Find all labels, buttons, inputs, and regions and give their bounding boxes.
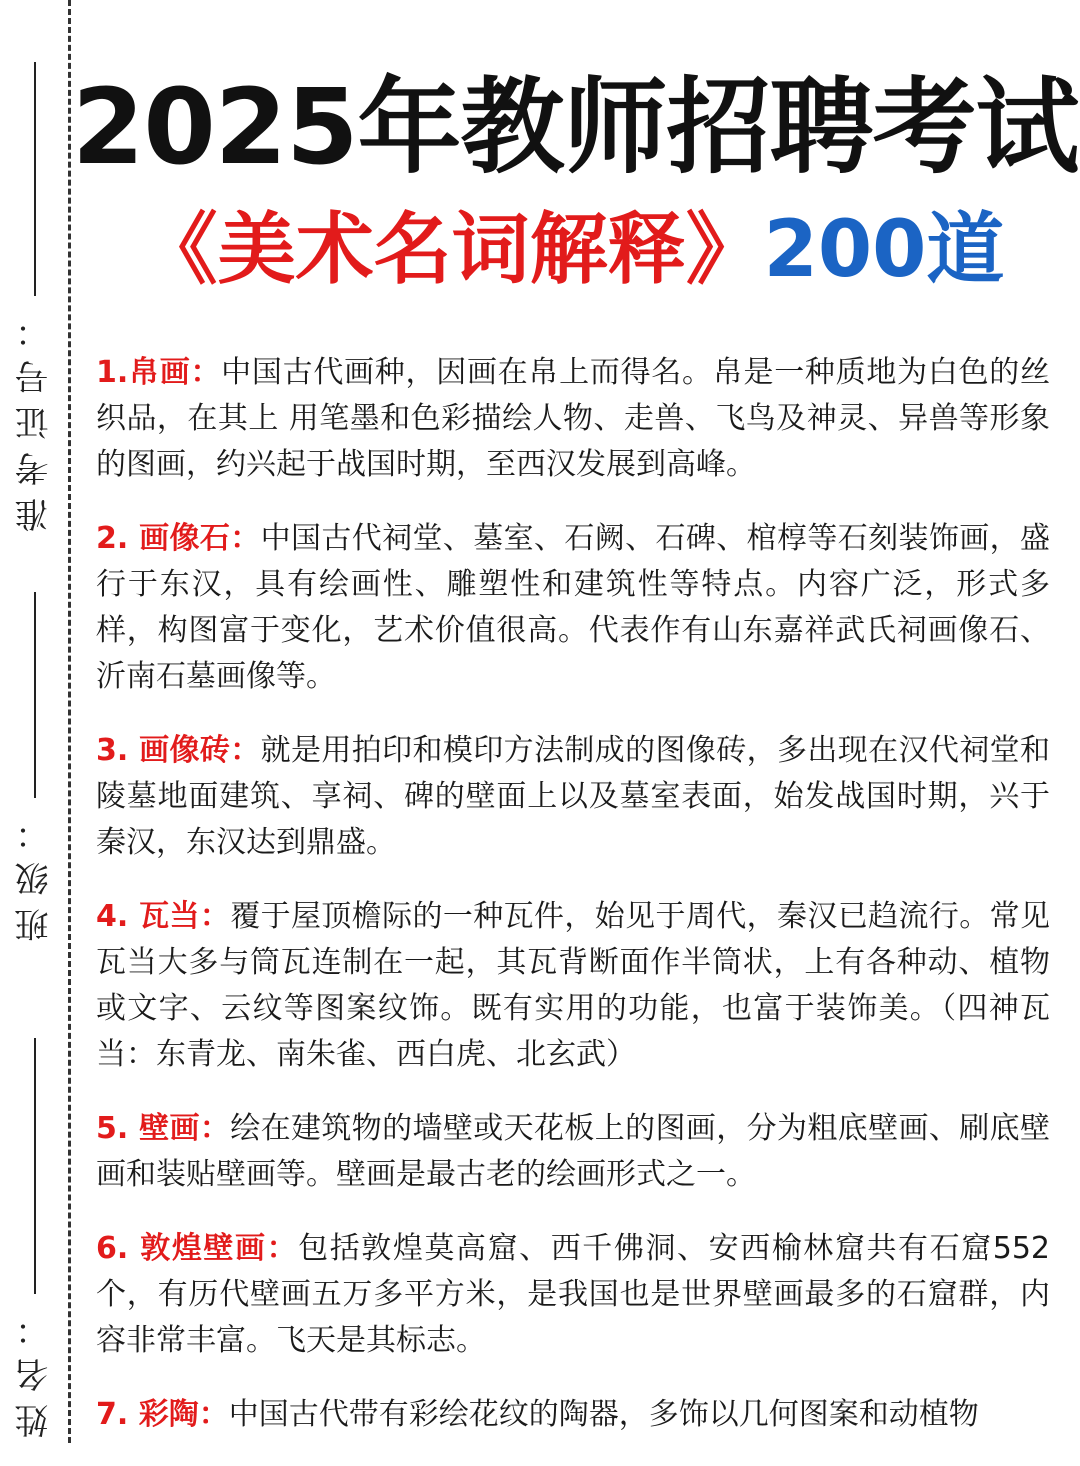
name-field[interactable] [10,1038,60,1438]
glossary-entry [96,1392,1050,1438]
entry-term: 5. 壁画： [96,1111,231,1146]
glossary-list [96,350,1050,1466]
entry-definition: 绘在建筑物的墙壁或天花板上的图画，分为粗底壁画、刷底壁画和装贴壁画等。壁画是最古老的绘画形式之一。 [96,1111,1051,1192]
exam-id-field[interactable] [10,62,60,532]
class-label: 班级： [15,804,55,942]
glossary-entry [96,1106,1050,1198]
exam-id-label: 准考证号： [15,302,55,532]
page-subtitle [72,205,1072,295]
glossary-entry [96,516,1050,700]
glossary-entry [96,1226,1050,1364]
exam-id-blank-line [34,62,36,296]
entry-definition: 包括敦煌莫高窟、西千佛洞、安西榆林窟共有石窟552 个，有历代壁画五万多平方米，是我国也是世界壁画最多的石窟群，内容非常丰富。飞天是其标志。 [96,1231,1051,1358]
cut-dashed-line [68,0,71,1443]
binding-margin [0,0,70,1443]
entry-definition: 覆于屋顶檐际的一种瓦件，始见于周代，秦汉已趋流行。常见瓦当大多与筒瓦连制在一起，其瓦背断面作半筒状，上有各种动、植物或文字、云纹等图案纹饰。既有实用的功能，也富于装饰美。（四神瓦当：东青龙、南朱雀、西白虎、北玄武） [96,899,1051,1072]
entry-definition: 中国古代带有彩绘花纹的陶器，多饰以几何图案和动植物 [228,1397,979,1432]
name-blank-line [34,1038,36,1294]
class-blank-line [34,592,36,798]
entry-definition: 中国古代画种，因画在帛上而得名。帛是一种质地为白色的丝织品，在其上 用笔墨和色彩描绘人物、走兽、飞鸟及神灵、异兽等形象的图画，约兴起于战国时期，至西汉发展到高峰。 [96,355,1050,482]
glossary-entry [96,894,1050,1078]
entry-definition: 就是用拍印和模印方法制成的图像砖，多出现在汉代祠堂和陵墓地面建筑、享祠、碑的壁面上以及墓室表面，始发战国时期，兴于秦汉，东汉达到鼎盛。 [96,733,1051,860]
entry-definition: 中国古代祠堂、墓室、石阙、石碑、棺椁等石刻装饰画，盛行于东汉，具有绘画性、雕塑性和建筑性等特点。内容广泛，形式多样，构图富于变化，艺术价值很高。代表作有山东嘉祥武氏祠画像石、沂南石墓画像等。 [96,521,1051,694]
entry-term: 6. 敦煌壁画： [96,1231,299,1266]
glossary-entry [96,728,1050,866]
entry-term: 1.帛画： [96,355,222,390]
class-field[interactable] [10,592,60,942]
entry-term: 7. 彩陶： [96,1397,229,1432]
entry-term: 2. 画像石： [96,521,261,556]
name-label: 姓名： [15,1300,55,1438]
subtitle-book-name: 《美术名词解释》 [139,205,764,295]
entry-term: 3. 画像砖： [96,733,261,768]
glossary-entry [96,350,1050,488]
subtitle-count: 200道 [763,205,1005,295]
page-title: 2025年教师招聘考试 [72,66,1079,188]
entry-term: 4. 瓦当： [96,899,231,934]
